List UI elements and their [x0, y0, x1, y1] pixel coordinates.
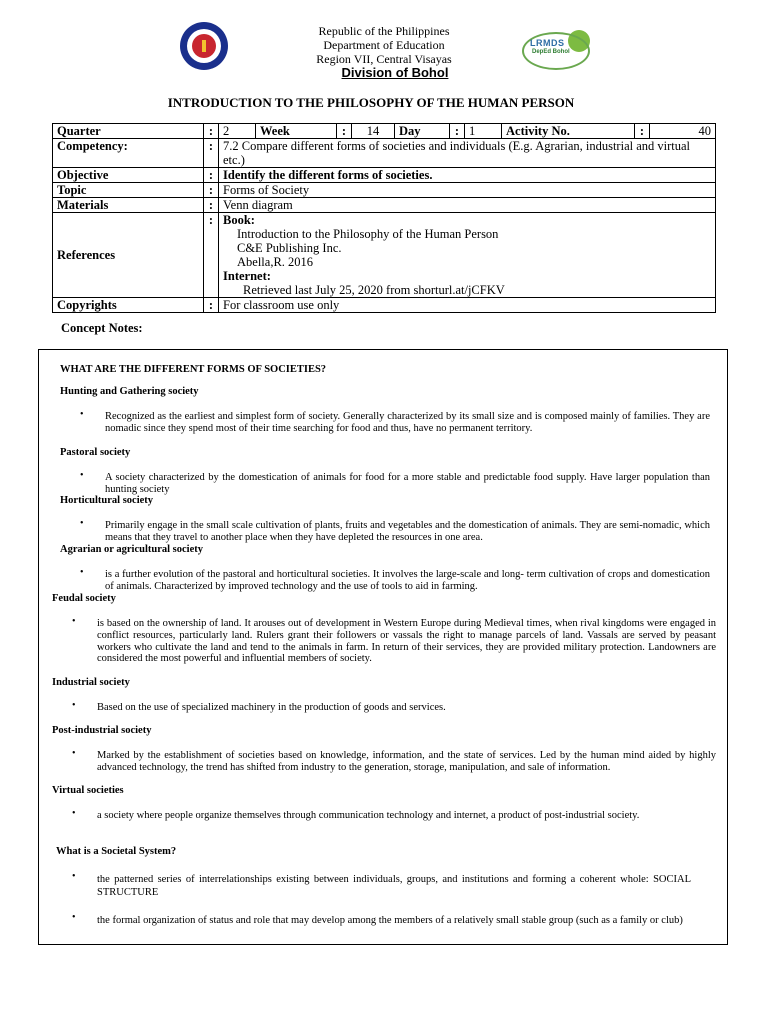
societal-system-question: What is a Societal System?: [56, 846, 177, 857]
day-label: Day: [395, 124, 450, 138]
copyrights-value: For classroom use only: [219, 298, 716, 313]
concept-notes-label: Concept Notes:: [61, 321, 143, 335]
bullet-icon: •: [72, 700, 76, 711]
section-title-postindustrial: Post-industrial society: [52, 725, 152, 736]
header-republic: Republic of the Philippines: [318, 24, 450, 38]
materials-value: Venn diagram: [219, 198, 716, 213]
topic-value: Forms of Society: [219, 183, 716, 198]
ref-internet-link: Retrieved last July 25, 2020 from shorturl.at/jCFKV: [243, 283, 505, 297]
objective-label: Objective: [53, 168, 204, 183]
section-text-agrarian: is a further evolution of the pastoral and horticultural societies. It involves the large-scale and long- term cultivation of crops and domestication of animals. Characterized by improved technology and the use of tools to aid in farming.: [105, 569, 710, 592]
bullet-icon: •: [72, 912, 76, 923]
day-value: 1: [465, 124, 502, 138]
box-heading: WHAT ARE THE DIFFERENT FORMS OF SOCIETIES?: [60, 364, 327, 375]
bullet-icon: •: [72, 616, 76, 627]
ref-book-2: C&E Publishing Inc.: [237, 241, 342, 255]
bullet-icon: •: [72, 871, 76, 882]
section-text-virtual: a society where people organize themselves through communication technology and internet, a product of post-industrial society.: [97, 810, 640, 821]
concept-notes-box: [38, 349, 728, 945]
section-text-pastoral: A society characterized by the domestication of animals for food for a more stable and predictable food supply. Have larger population than hunting society: [105, 472, 710, 495]
section-title-pastoral: Pastoral society: [60, 447, 131, 458]
bullet-icon: •: [72, 808, 76, 819]
section-title-industrial: Industrial society: [52, 677, 130, 688]
header-region: Region VII, Central Visayas: [316, 52, 452, 66]
competency-value: 7.2 Compare different forms of societies and individuals (E.g. Agrarian, industrial and virtual etc.): [219, 139, 716, 168]
competency-label: Competency:: [53, 139, 204, 168]
header-department: Department of Education: [323, 38, 445, 52]
section-text-postindustrial: Marked by the establishment of societies based on knowledge, information, and the state of services. Led by the human mind aided by highly advanced technology, the trend has shifted from industry to the generation, storage, manipulation, and sale of information.: [97, 750, 716, 773]
bullet-icon: •: [80, 518, 84, 529]
societal-system-text-1: the patterned series of interrelationships existing between individuals, groups, and institutions and forming a coherent whole: SOCIAL STRUCTURE: [97, 874, 691, 898]
week-value: 14: [352, 124, 395, 138]
copyrights-label: Copyrights: [53, 298, 204, 313]
section-title-horticultural: Horticultural society: [60, 495, 154, 506]
materials-label: Materials: [53, 198, 204, 213]
quarter-value: 2: [219, 124, 256, 138]
section-title-agrarian: Agrarian or agricultural society: [60, 544, 203, 555]
references-value: [219, 213, 716, 298]
quarter-label: Quarter: [53, 124, 204, 139]
header-division: Division of Bohol: [341, 65, 449, 80]
document-title: INTRODUCTION TO THE PHILOSOPHY OF THE HUMAN PERSON: [167, 95, 575, 110]
section-text-hunting: Recognized as the earliest and simplest form of society. Generally characterized by its small size and is composed mainly of families. They are nomadic since they spend most of their time searching for food and thus, have no permanent territory.: [105, 411, 710, 434]
ref-internet-label: Internet:: [223, 269, 271, 283]
section-title-hunting: Hunting and Gathering society: [60, 386, 199, 397]
bullet-icon: •: [80, 470, 84, 481]
societal-system-text-2: the formal organization of status and role that may develop among the members of a relatively small stable group (such as a family or club): [97, 915, 683, 926]
week-label: Week: [256, 124, 337, 138]
objective-value: Identify the different forms of societies.: [219, 168, 716, 183]
lrmds-logo: LRMDS DepEd Bohol: [520, 30, 590, 70]
ref-book-3: Abella,R. 2016: [237, 255, 314, 269]
activity-value: 40: [698, 124, 711, 138]
section-text-horticultural: Primarily engage in the small scale cultivation of plants, fruits and vegetables and the domestication of animals. They are semi-nomadic, which means that they travel to another place when they have depleted the resources in one area.: [105, 520, 710, 543]
section-text-feudal: is based on the ownership of land. It arouses out of development in Western Europe during Medieval times, when rival kingdoms were engaged in conflict resources, particularly land. Rulers grant their followers or vassals the right to manage parcels of land. Vassals are served by peasant workers who cultivate the land and tend to the animals in farm. In return of their services, they are provided military protection. Landowners are considered the most powerful and influential members of society.: [97, 618, 716, 665]
section-title-feudal: Feudal society: [52, 593, 116, 604]
activity-label: Activity No.: [502, 124, 635, 138]
bullet-icon: •: [72, 748, 76, 759]
bullet-icon: •: [80, 409, 84, 420]
ref-book-label: Book:: [223, 213, 255, 227]
references-label: References: [53, 213, 204, 298]
section-text-industrial: Based on the use of specialized machinery in the production of goods and services.: [97, 702, 446, 713]
bullet-icon: •: [80, 567, 84, 578]
topic-label: Topic: [53, 183, 204, 198]
activity-info-table: Quarter : 2 Week : 14 Day : 1 Activity No. : 40 Competency: : 7.2 Compare different forms of societies and individuals (E.g. Agrarian, industrial and virtual etc.) Objective : Identify the different forms of societies. Topic : Forms of Society Materials : Venn diagram References : Book: Introduction to the Philosophy of the Human Person C&E Publishing Inc. Abella,R. 2016 Internet: Retrieved last July 25, 2020 from shorturl.at/jCFKV Copyrights : For classroom use only: [52, 123, 716, 313]
section-title-virtual: Virtual societies: [52, 785, 124, 796]
ref-book-1: Introduction to the Philosophy of the Human Person: [237, 227, 499, 241]
